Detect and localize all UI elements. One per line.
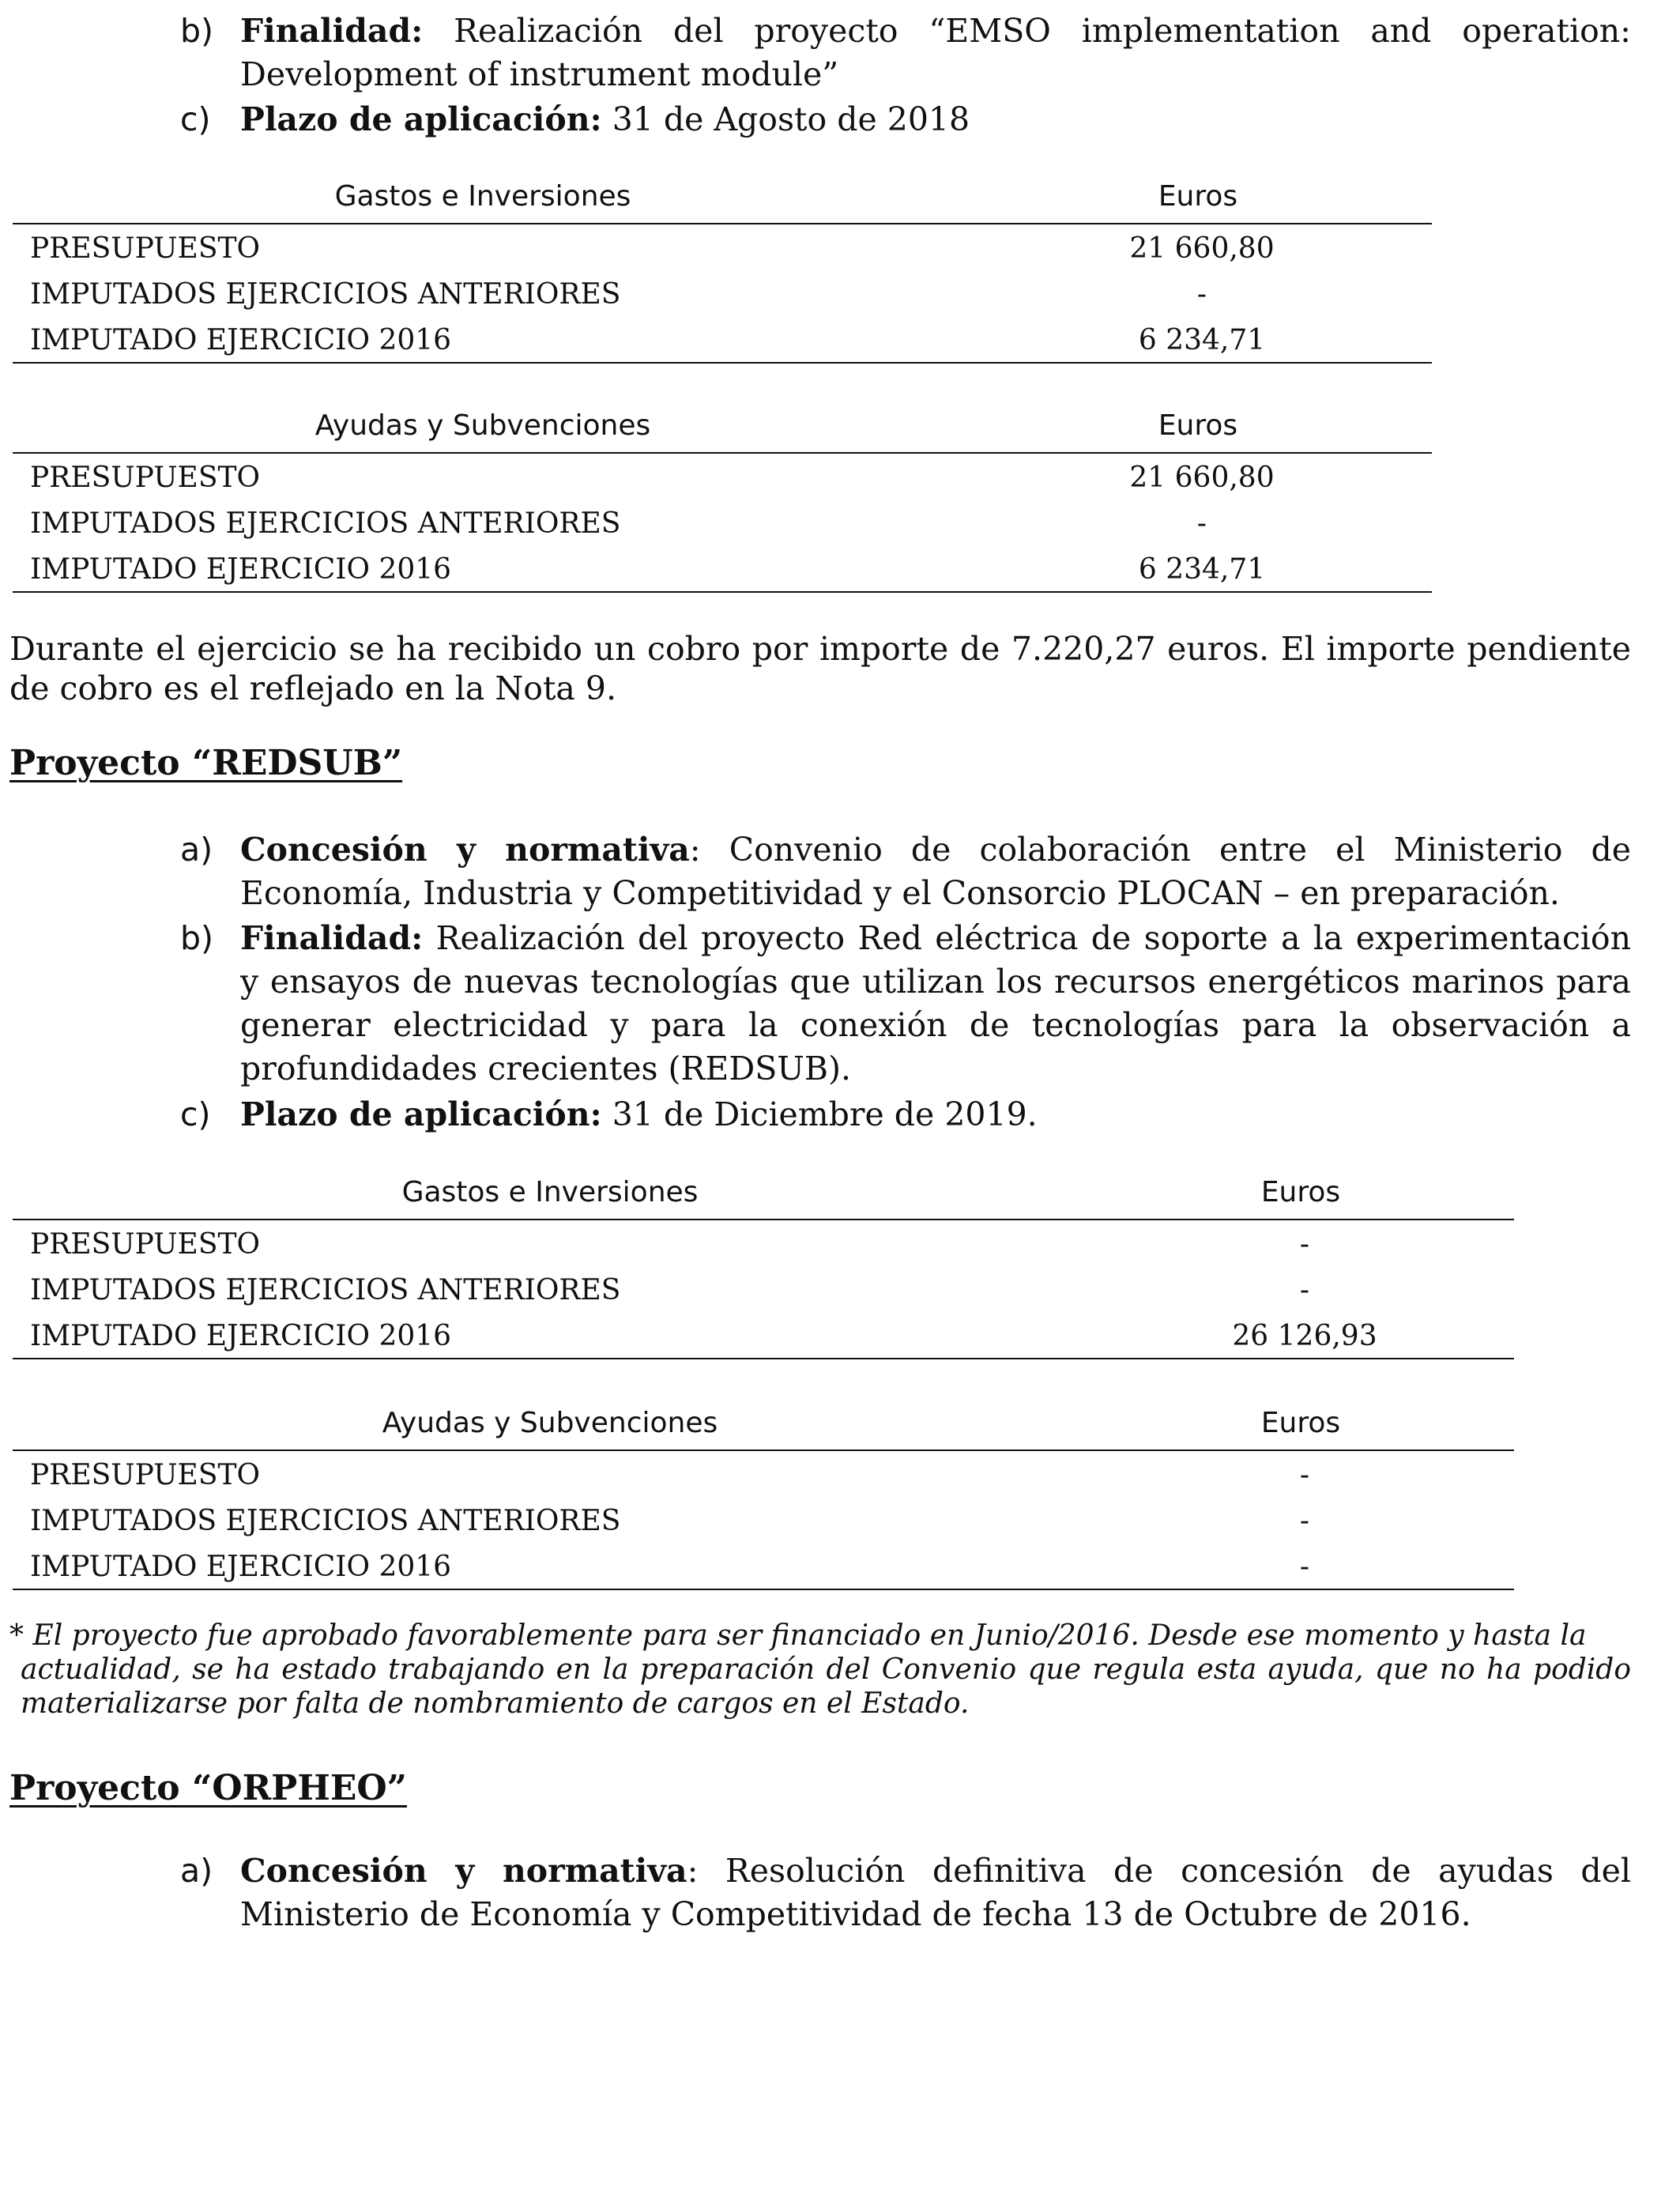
footnote	[9, 1619, 1631, 1721]
row-label: IMPUTADOS EJERCICIOS ANTERIORES	[30, 507, 621, 540]
list-item-plazo	[180, 98, 1631, 141]
row-value: -	[1196, 278, 1207, 311]
table-header	[13, 408, 1432, 454]
row-value: -	[1299, 1228, 1310, 1261]
row-value: 26 126,93	[1232, 1320, 1377, 1352]
row-label: IMPUTADO EJERCICIO 2016	[30, 1320, 452, 1352]
item-label: Concesión y normativa	[240, 831, 690, 869]
header-euros: Euros	[1260, 1176, 1341, 1208]
row-label: IMPUTADO EJERCICIO 2016	[30, 1551, 452, 1583]
header-concept: Gastos e Inversiones	[401, 1176, 699, 1208]
section-heading-orpheo: Proyecto “ORPHEO”	[9, 1768, 407, 1808]
row-value: 6 234,71	[1138, 324, 1266, 356]
table-header	[13, 179, 1432, 224]
table-row	[13, 1312, 1514, 1358]
row-value: -	[1299, 1274, 1310, 1306]
row-value: -	[1196, 507, 1207, 540]
table-row	[13, 270, 1432, 316]
gastos-table	[13, 1174, 1514, 1359]
ayudas-table	[13, 1405, 1514, 1590]
table-bottom-rule	[13, 1358, 1514, 1359]
table-row	[13, 316, 1432, 362]
list-letter: b)	[180, 12, 214, 50]
table-row	[13, 454, 1432, 499]
ayudas-table	[13, 408, 1432, 593]
cobro-paragraph: Durante el ejercicio se ha recibido un cobro por importe de 7.220,27 euros. El importe pendiente de cobro es el reflejado en la Nota 9.	[9, 630, 1631, 707]
header-euros: Euros	[1158, 180, 1238, 213]
gastos-table	[13, 179, 1432, 364]
list-letter: c)	[180, 100, 211, 138]
list-item-concesion	[180, 1849, 1631, 1936]
list-letter: a)	[180, 831, 213, 869]
row-label: PRESUPUESTO	[30, 1459, 261, 1491]
list-letter: c)	[180, 1095, 211, 1133]
row-value: -	[1299, 1505, 1310, 1537]
list-item-finalidad	[180, 917, 1631, 1091]
table-row	[13, 1451, 1514, 1497]
row-value: -	[1299, 1459, 1310, 1491]
header-concept: Gastos e Inversiones	[334, 180, 631, 213]
section-heading-redsub: Proyecto “REDSUB”	[9, 743, 403, 783]
item-text: Realización del proyecto Red eléctrica de soporte a la experimentación y ensayos de nuevas tecnologías que utilizan los recursos energéticos marinos para generar electricidad y para la conexión de tecnologías para la observación a profundidades crecientes (REDSUB).	[240, 919, 1631, 1088]
row-label: IMPUTADOS EJERCICIOS ANTERIORES	[30, 278, 621, 311]
table-bottom-rule	[13, 591, 1432, 593]
row-value: 21 660,80	[1129, 232, 1275, 265]
table-bottom-rule	[13, 1589, 1514, 1590]
item-label: Plazo de aplicación:	[240, 1095, 602, 1133]
row-value: 6 234,71	[1138, 553, 1266, 586]
row-label: PRESUPUESTO	[30, 232, 261, 265]
table-row	[13, 1543, 1514, 1589]
table-row	[13, 545, 1432, 591]
list-letter: b)	[180, 919, 214, 957]
header-euros: Euros	[1260, 1407, 1341, 1439]
table-row	[13, 1220, 1514, 1266]
row-value: 21 660,80	[1129, 462, 1275, 494]
row-label: IMPUTADOS EJERCICIOS ANTERIORES	[30, 1274, 621, 1306]
header-concept: Ayudas y Subvenciones	[382, 1407, 718, 1439]
footnote-line-2: actualidad, se ha estado trabajando en la preparación del Convenio que regula esta ayuda, que no ha podido materializarse por falta de nombramiento de cargos en el Estado.	[21, 1653, 1631, 1720]
footnote-line-1: * El proyecto fue aprobado favorablemente para ser financiado en Junio/2016. Desde ese momento y hasta la	[9, 1619, 1587, 1652]
item-label: Plazo de aplicación:	[240, 100, 602, 138]
item-text: 31 de Agosto de 2018	[601, 100, 970, 138]
list-letter: a)	[180, 1852, 213, 1890]
table-row	[13, 499, 1432, 545]
table-row	[13, 224, 1432, 270]
table-row	[13, 1497, 1514, 1543]
row-value: -	[1299, 1551, 1310, 1583]
table-bottom-rule	[13, 362, 1432, 364]
list-item-finalidad	[180, 9, 1631, 96]
list-item-concesion	[180, 828, 1631, 915]
list-item-plazo	[180, 1093, 1631, 1137]
item-label: Finalidad:	[240, 12, 424, 50]
header-concept: Ayudas y Subvenciones	[315, 409, 651, 442]
table-header	[13, 1174, 1514, 1220]
header-euros: Euros	[1158, 409, 1238, 442]
item-text: : Convenio de colaboración entre el Ministerio de Economía, Industria y Competitividad y el Consorcio PLOCAN – en preparación.	[240, 831, 1631, 912]
item-text: : Resolución definitiva de concesión de ayudas del Ministerio de Economía y Competitividad de fecha 13 de Octubre de 2016.	[240, 1852, 1631, 1933]
row-label: IMPUTADO EJERCICIO 2016	[30, 553, 452, 586]
item-text: Realización del proyecto “EMSO implementation and operation: Development of instrument module”	[240, 12, 1631, 93]
row-label: IMPUTADO EJERCICIO 2016	[30, 324, 452, 356]
table-row	[13, 1266, 1514, 1312]
row-label: PRESUPUESTO	[30, 462, 261, 494]
item-text: 31 de Diciembre de 2019.	[601, 1095, 1038, 1133]
item-label: Finalidad:	[240, 919, 424, 957]
row-label: PRESUPUESTO	[30, 1228, 261, 1261]
item-label: Concesión y normativa	[240, 1852, 687, 1890]
row-label: IMPUTADOS EJERCICIOS ANTERIORES	[30, 1505, 621, 1537]
table-header	[13, 1405, 1514, 1451]
